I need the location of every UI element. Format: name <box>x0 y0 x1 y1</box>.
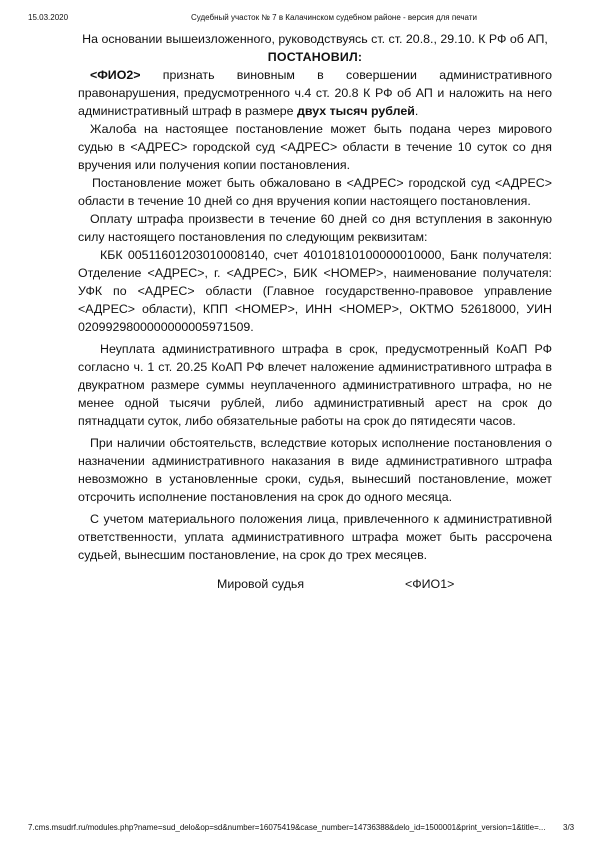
print-header-title: Судебный участок № 7 в Калачинском судебном районе - версия для печати <box>191 13 477 22</box>
verdict-paragraph <box>78 66 552 120</box>
payment-paragraph: Оплату штрафа произвести в течение 60 дней со дня вступления в законную силу настоящего постановления по следующим реквизитам: <box>78 212 552 244</box>
installment-paragraph: С учетом материального положения лица, привлеченного к административной ответственности, уплата административного штрафа может быть рассрочена судьей, вынесшим постановление, на срок до трех месяцев. <box>78 512 552 562</box>
appeal-paragraph-2: Постановление может быть обжаловано в <АДРЕС> городской суд <АДРЕС> области в течение 10 дней со дня вручения копии настоящего постановления. <box>78 176 552 208</box>
nonpayment-paragraph: Неуплата административного штрафа в срок, предусмотренный КоАП РФ согласно ч. 1 ст. 20.25 КоАП РФ влечет наложение административного штрафа в двукратном размере суммы неуплаченного административного штрафа, но не менее одной тысячи рублей, либо административный арест на срок до пятнадцати суток, либо обязательные работы на срок до пятидесяти часов. <box>78 342 552 428</box>
postpone-paragraph: При наличии обстоятельств, вследствие которых исполнение постановления о назначении административного наказания в виде административного штрафа невозможно в установленные сроки, судья, вынесший постановление, может отсрочить исполнение постановления на срок до одного месяца. <box>78 436 552 504</box>
page-number: 3/3 <box>563 823 575 832</box>
print-date: 15.03.2020 <box>28 13 69 22</box>
verdict-text: признать виновным в совершении административного правонарушения, предусмотренного ч.4 ст. 20.8 К РФ об АП и наложить на него административный штраф в размере <box>78 68 552 118</box>
defendant-name: <ФИО2> <box>90 68 141 82</box>
verdict-end: . <box>414 104 419 118</box>
payment-requisites: КБК 00511601203010008140, счет 40101810100000010000, Банк получателя: Отделение <АДРЕС>, г. <АДРЕС>, БИК <НОМЕР>, наименование получателя: УФК по <АДРЕС> области (Главное государственно-правовое управление <АДРЕС> области), КПП <НОМЕР>, ИНН <НОМЕР>, ОКТМО 52618000, УИН 0209929800000000005971509. <box>78 248 552 334</box>
intro-paragraph: На основании вышеизложенного, руководствуясь ст. ст. 20.8., 29.10. К РФ об АП, <box>82 32 548 46</box>
signature-role: Мировой судья <box>217 577 305 591</box>
document-body <box>78 30 552 564</box>
page-url: 7.cms.msudrf.ru/modules.php?name=sud_delo&op=sd&number=16075419&case_number=14736388&delo_id=1500001&print_version=1&title=... <box>28 823 546 832</box>
signature-name: <ФИО1> <box>405 577 455 591</box>
fine-amount: двух тысяч рублей <box>297 104 415 118</box>
appeal-paragraph: Жалоба на настоящее постановление может быть подана через мирового судью в <АДРЕС> городской суд <АДРЕС> области в течение 10 суток со дня вручения или получения копии постановления. <box>78 122 552 172</box>
decree-title: ПОСТАНОВИЛ: <box>267 50 363 64</box>
